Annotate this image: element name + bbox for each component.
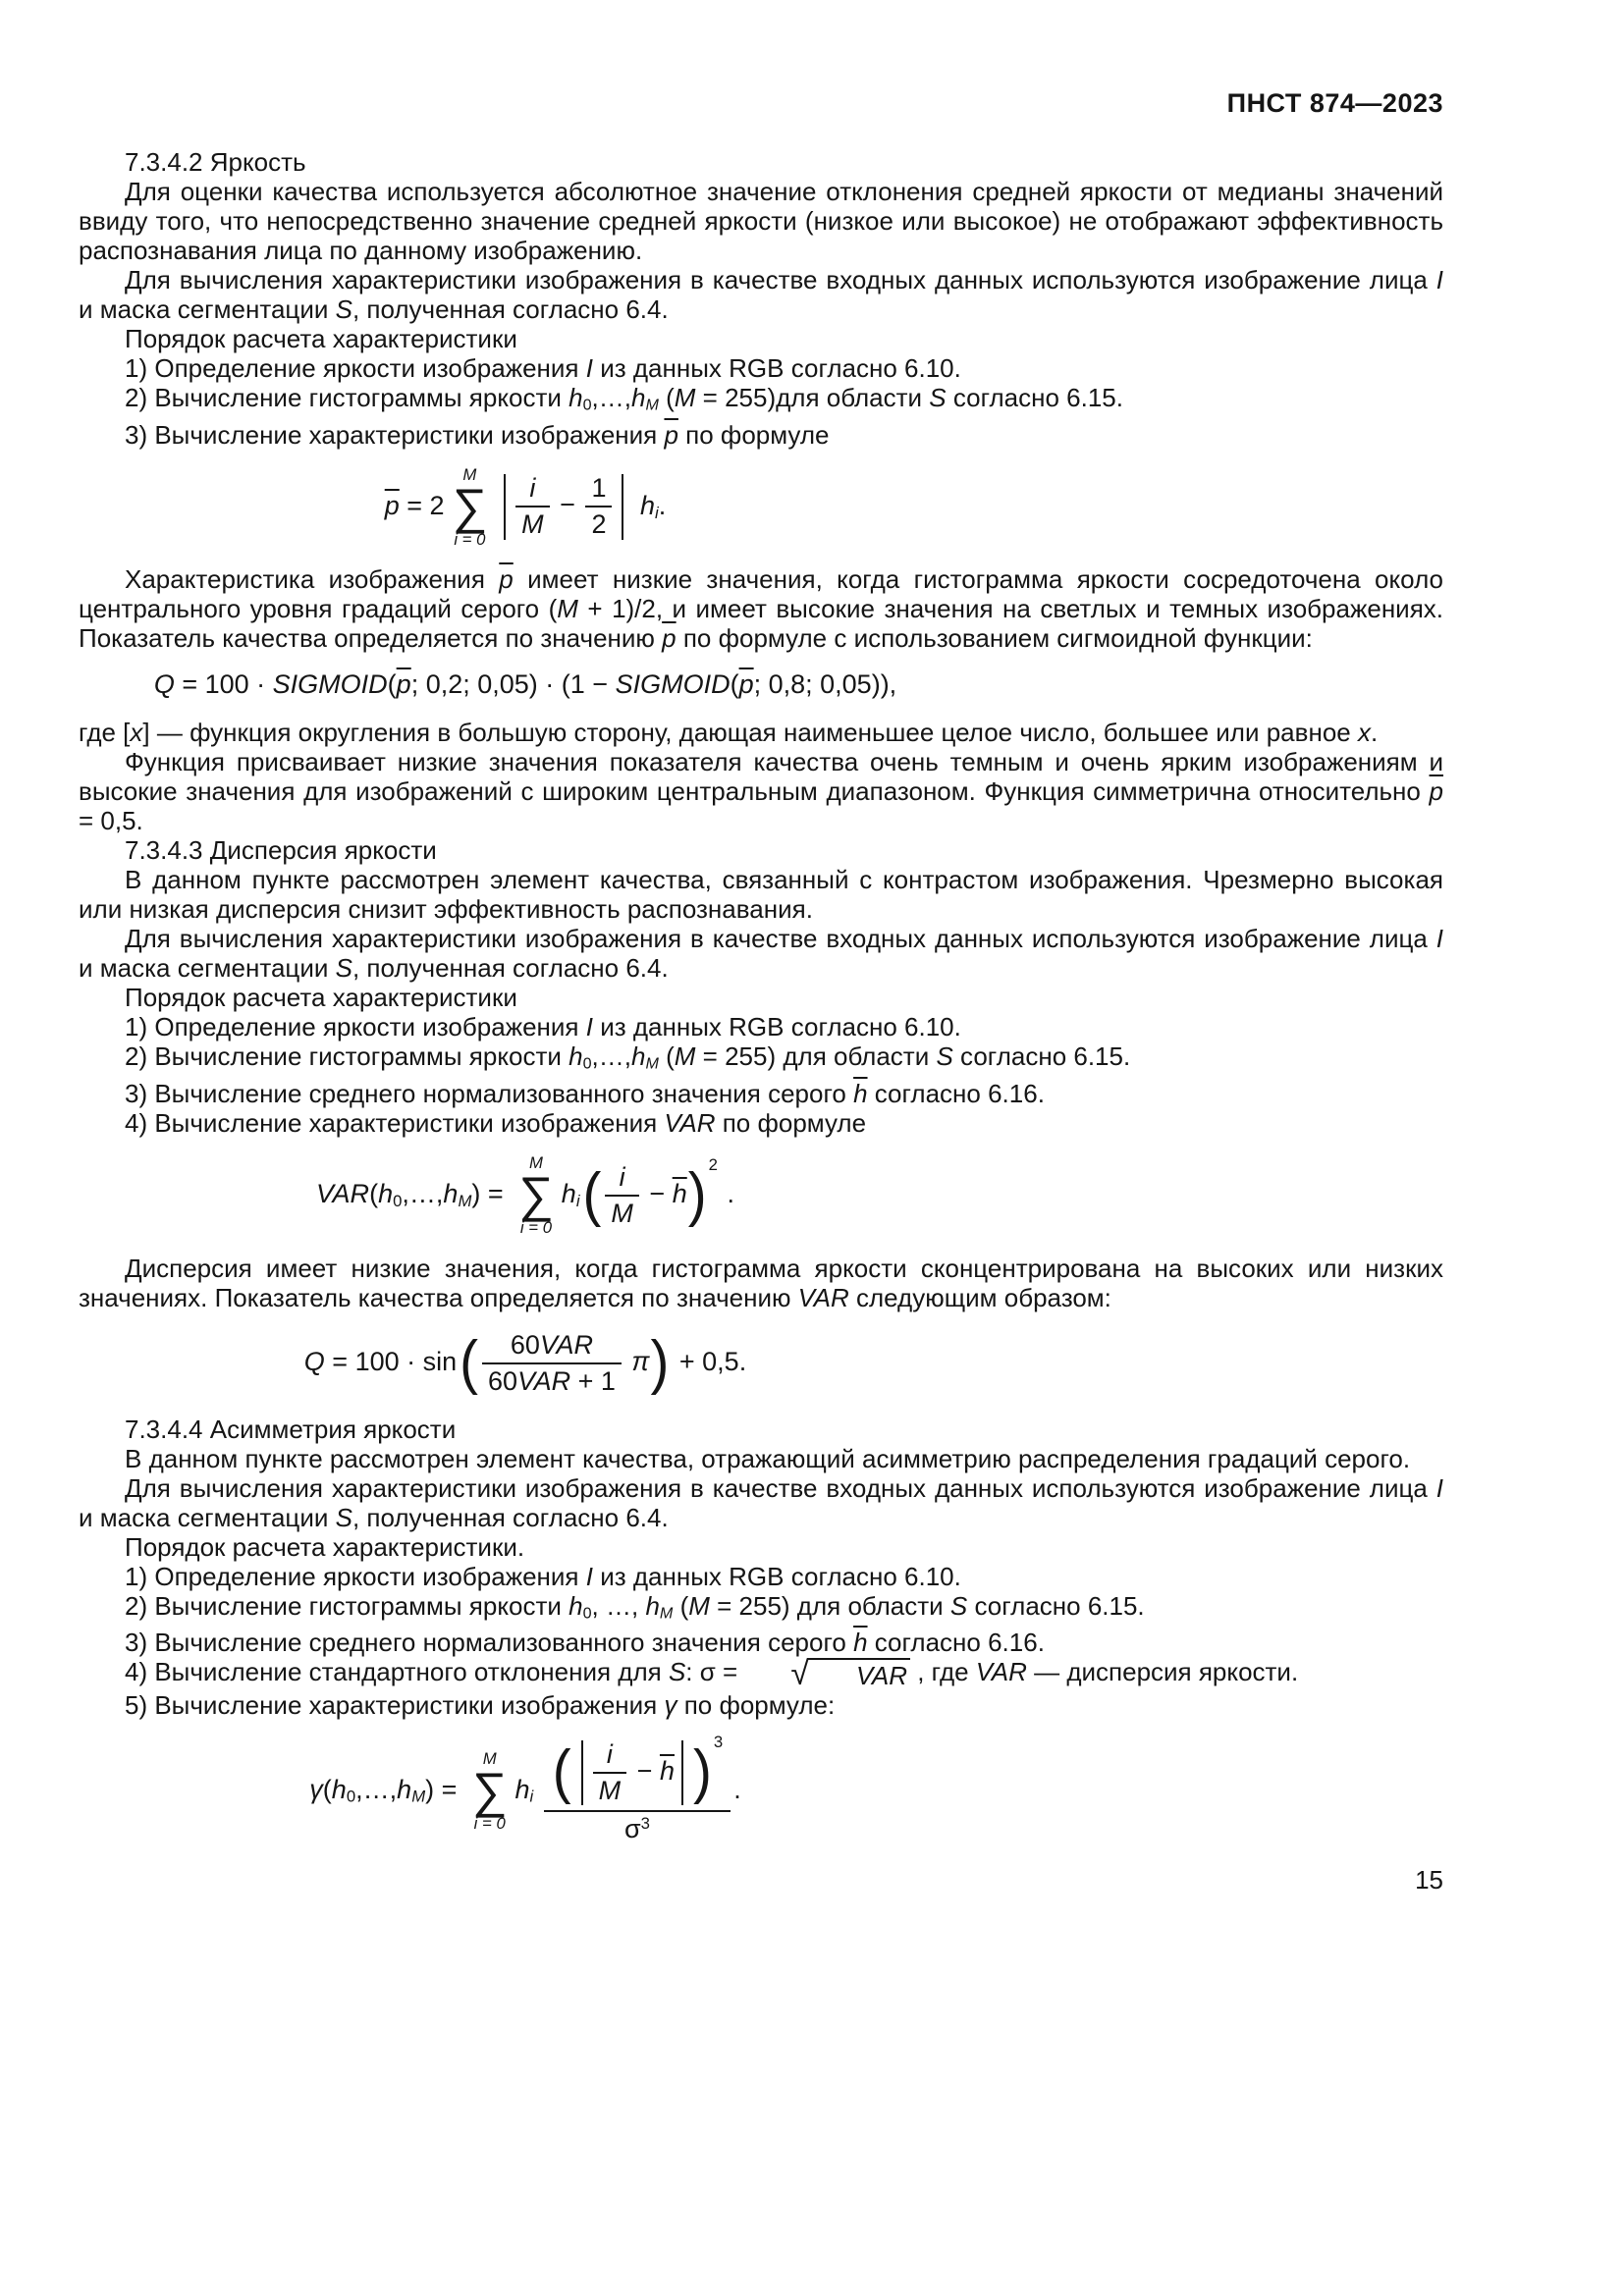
text-run: S — [929, 383, 947, 412]
paragraph — [79, 1628, 1443, 1657]
text-run: Дисперсия имеет низкие значения, когда гистограмма яркости сконцентрирована на высоких или низких значениях. Показатель качества определяется по значению — [79, 1253, 1443, 1312]
paren: ( — [552, 1738, 571, 1806]
text-run: — дисперсия яркости. — [1026, 1657, 1299, 1687]
denominator — [585, 506, 612, 542]
text-run: ( — [658, 383, 675, 412]
document-number: ПНСТ 874—2023 — [1226, 88, 1443, 118]
text-run: h — [331, 1774, 347, 1804]
text-run: i — [529, 1787, 534, 1806]
text-run: 0 — [346, 1787, 356, 1806]
text-run: 2) Вычисление гистограммы яркости — [125, 1041, 569, 1072]
sigma-icon: ∑ — [518, 1166, 554, 1222]
sum-upper-limit: M — [462, 464, 477, 484]
text-run: ,…, — [402, 1178, 444, 1208]
bracket-group — [497, 471, 630, 542]
vertical-bar — [622, 474, 623, 539]
text-run: . — [1370, 718, 1379, 748]
paragraph — [79, 265, 1443, 324]
text-run: и маска сегментации — [79, 953, 336, 984]
formula-content — [309, 1732, 741, 1846]
text-run: по формуле: — [677, 1689, 836, 1720]
text-run: h — [443, 1178, 459, 1208]
paragraph — [79, 1532, 1443, 1562]
text-run: 2) Вычисление гистограммы яркости — [125, 383, 569, 412]
text-run: , …, — [591, 1590, 646, 1621]
square-root — [744, 1655, 910, 1693]
text-run: ; 0,2; 0,05) · (1 − — [410, 669, 616, 700]
text-run: M — [645, 396, 659, 414]
text-run: 0 — [393, 1191, 403, 1210]
fraction — [515, 471, 550, 542]
text-run: по формуле с использованием сигмоидной функции: — [676, 623, 1313, 654]
text-run: π — [631, 1346, 650, 1376]
bracket-group — [582, 1154, 718, 1231]
paragraph — [79, 924, 1443, 983]
text-run: 1) Определение яркости изображения — [125, 1012, 586, 1042]
text-run: S — [949, 1590, 968, 1621]
text-run: i — [619, 1161, 625, 1192]
text-run: M — [598, 1775, 622, 1805]
text-run: M — [688, 1590, 710, 1621]
text-run: ( — [387, 669, 397, 700]
vertical-bar — [681, 1740, 683, 1805]
text-run: $\overline{p}$ — [738, 669, 754, 700]
sum-lower-limit: i = 0 — [454, 530, 486, 550]
text-run: − — [641, 1178, 673, 1208]
text-run: I — [585, 1561, 593, 1591]
text-run: 1) Определение яркости изображения — [125, 1561, 586, 1591]
text-run: SIGMOID — [615, 669, 731, 700]
text-run: Q — [303, 1346, 325, 1376]
text-run: согласно 6.15. — [967, 1590, 1145, 1621]
text-run: x — [130, 718, 143, 748]
text-run: = 100 · — [174, 669, 273, 700]
text-run: S — [936, 1041, 953, 1072]
formula-block — [79, 1732, 972, 1846]
paren: ) — [687, 1161, 707, 1229]
bracket-group — [552, 1732, 724, 1808]
text-run: i — [606, 1738, 613, 1769]
text-run: − — [629, 1756, 660, 1787]
text-run: ) = — [471, 1178, 512, 1208]
text-run: , полученная согласно 6.4. — [352, 953, 669, 984]
text-run: $\overline{p}$ — [1429, 776, 1443, 807]
text-run: S — [335, 1502, 352, 1532]
text-run: 4) Вычисление стандартного отклонения для — [125, 1657, 669, 1687]
text-run: M — [674, 383, 696, 412]
fraction — [544, 1732, 731, 1846]
text-run: Для вычисления характеристики изображения в качестве входных данных используются изображение лица — [125, 1472, 1436, 1503]
text-run: согласно 6.15. — [952, 1041, 1131, 1072]
denominator — [593, 1772, 627, 1808]
text-run: и маска сегментации — [79, 1502, 336, 1532]
text-run: I — [1435, 265, 1443, 294]
fraction — [482, 1328, 622, 1399]
text-run: S — [335, 953, 352, 984]
text-run: M — [458, 1191, 472, 1210]
text-run: , полученная согласно 6.4. — [352, 1502, 669, 1532]
paragraph — [79, 564, 1443, 653]
text-run: $\overline{h}$ — [672, 1178, 687, 1208]
text-run: M — [659, 1604, 674, 1623]
text-run: M — [521, 509, 544, 540]
text-run: 4) Вычисление характеристики изображения — [125, 1107, 665, 1138]
text-run: I — [585, 1012, 593, 1042]
text-run: = 100 · sin — [324, 1346, 458, 1376]
text-run: h — [631, 383, 646, 412]
text-run: 3) Вычисление среднего нормализованного значения серого — [125, 1628, 854, 1658]
text-run: где [ — [79, 718, 131, 748]
text-run: 3 — [640, 1814, 650, 1833]
numerator — [505, 1328, 599, 1362]
paren: ( — [582, 1161, 602, 1229]
text-run: 0 — [582, 1054, 592, 1073]
text-run: 3) Вычисление среднего нормализованного значения серого — [125, 1078, 854, 1108]
group-content — [513, 471, 615, 542]
page-number: 15 — [1415, 1865, 1443, 1895]
fraction — [593, 1737, 627, 1808]
section-heading — [79, 147, 1443, 177]
text-run: I — [1435, 1472, 1443, 1503]
exponent: 2 — [708, 1154, 718, 1174]
text-run: . — [719, 1178, 734, 1208]
text-run: h — [640, 490, 656, 520]
text-run: $\overline{h}$ — [853, 1628, 868, 1658]
document-body — [79, 147, 1443, 1862]
bracket-group — [574, 1737, 690, 1808]
text-run: 5) Вычисление характеристики изображения — [125, 1689, 665, 1720]
text-run: и маска сегментации — [79, 294, 336, 324]
numerator — [614, 1160, 631, 1195]
text-run: VAR — [797, 1282, 849, 1312]
paragraph — [79, 177, 1443, 265]
formula-block — [79, 465, 972, 550]
text-run: + 1 — [570, 1365, 616, 1396]
vertical-bar — [504, 474, 506, 539]
formula-content — [154, 668, 896, 702]
text-run: 3) Вычисление характеристики изображения — [125, 419, 665, 450]
text-run: ( — [673, 1590, 689, 1621]
text-run: Q — [153, 669, 175, 700]
text-run: Порядок расчета характеристики — [125, 324, 517, 353]
text-run: 7.3.4.4 Асимметрия яркости — [125, 1414, 457, 1444]
denominator — [544, 1810, 731, 1846]
group-content — [479, 1328, 649, 1399]
text-run: В данном пункте рассмотрен элемент качества, отражающий асимметрию распределения градаций серого. — [125, 1443, 1411, 1473]
paragraph — [79, 1012, 1443, 1041]
paragraph — [79, 1562, 1443, 1591]
text-run: Функция присваивает низкие значения показателя качества очень темным и очень ярким изображениям и высокие значения для изображений с широким центральным диапазоном. Функция симметрична относительно — [79, 747, 1443, 807]
paragraph — [79, 1655, 1443, 1693]
text-run: = 255)для области — [695, 383, 930, 412]
text-run: ,…, — [591, 383, 631, 412]
sum-lower-limit: i = 0 — [473, 1814, 506, 1834]
text-run: h — [397, 1774, 412, 1804]
text-run: ) = — [425, 1774, 464, 1804]
text-run: VAR — [316, 1178, 370, 1208]
denominator — [605, 1195, 639, 1231]
text-run: h — [568, 383, 583, 412]
text-run: 7.3.4.2 Яркость — [125, 147, 306, 177]
text-run: 1 — [591, 473, 607, 504]
text-run: h — [514, 1774, 530, 1804]
text-run: h — [645, 1590, 660, 1621]
text-run: $\overline{p}$ — [396, 669, 411, 700]
paragraph — [79, 1473, 1443, 1532]
text-run: γ — [664, 1689, 677, 1720]
paragraph — [79, 1444, 1443, 1473]
paragraph — [79, 865, 1443, 924]
text-run: = 2 — [399, 490, 445, 520]
text-run: ; 0,8; 0,05)), — [753, 669, 897, 700]
paragraph — [79, 718, 1443, 747]
text-run: 2) Вычисление гистограммы яркости — [125, 1590, 569, 1621]
text-run: Для вычисления характеристики изображения в качестве входных данных используются изображение лица — [125, 265, 1436, 294]
text-run: M — [645, 1054, 659, 1073]
text-run: = 0,5. — [79, 806, 143, 836]
text-run: ( — [369, 1178, 379, 1208]
paragraph — [79, 353, 1443, 383]
radicand — [807, 1658, 910, 1690]
text-run: , где — [910, 1657, 976, 1687]
formula-content — [316, 1153, 734, 1238]
sum-upper-limit: M — [482, 1748, 497, 1768]
paragraph — [79, 1690, 1443, 1720]
text-run: SIGMOID — [272, 669, 388, 700]
text-run: из данных RGB согласно 6.10. — [592, 353, 961, 383]
paragraph — [79, 983, 1443, 1012]
text-run: Для оценки качества используется абсолютное значение отклонения средней яркости от медианы значений ввиду того, что непосредственно значение средней яркости (низкое или высокое) не отображают эффективность распознавания лица по данному изображению. — [79, 177, 1443, 265]
text-run: γ — [309, 1774, 323, 1804]
group-content — [602, 1160, 686, 1231]
text-run: : σ = — [685, 1657, 745, 1687]
sigma-icon: ∑ — [452, 478, 488, 534]
exponent: 3 — [713, 1732, 724, 1751]
text-run — [632, 491, 640, 520]
paragraph — [79, 747, 1443, 835]
numerator — [523, 471, 541, 506]
text-run: имеет низкие значения, когда гистограмма яркости сосредоточена около центрального уровня градаций серого ( — [79, 564, 1443, 624]
text-run: $\overline{p}$ — [499, 564, 514, 595]
text-run: + 1)/2, и имеет высокие значения на светлых и темных изображениях. Показатель качества определяется по значению — [79, 594, 1444, 654]
text-run: S — [335, 294, 352, 324]
text-run: ,…, — [591, 1041, 631, 1072]
fraction — [605, 1160, 639, 1231]
text-run: I — [585, 353, 593, 383]
paragraph — [79, 420, 1443, 450]
text-run: $\overline{p}$ — [664, 419, 678, 450]
sum-lower-limit: i = 0 — [519, 1218, 553, 1238]
text-run: VAR — [855, 1660, 908, 1690]
sigma-icon: ∑ — [471, 1762, 508, 1818]
text-run: h — [378, 1178, 394, 1208]
text-run: σ — [623, 1814, 641, 1844]
group-content — [590, 1737, 675, 1808]
text-run: VAR — [975, 1657, 1027, 1687]
section-heading — [79, 1415, 1443, 1444]
text-run: следующим образом: — [848, 1282, 1111, 1312]
bracket-group — [459, 1328, 670, 1399]
text-run: = 255) для области — [695, 1041, 937, 1072]
text-run: 7.3.4.3 Дисперсия яркости — [125, 835, 437, 866]
numerator — [601, 1737, 619, 1772]
text-run: $\overline{p}$ — [384, 490, 400, 520]
text-run: + 0,5. — [672, 1346, 747, 1376]
text-run: согласно 6.15. — [946, 383, 1123, 412]
text-run: $\overline{p}$ — [662, 623, 677, 654]
denominator — [515, 506, 550, 542]
text-run: x — [1357, 718, 1371, 748]
fraction — [585, 471, 612, 542]
text-run — [533, 1775, 541, 1804]
text-run: по формуле — [715, 1107, 867, 1138]
text-run: ,…, — [355, 1774, 398, 1804]
paragraph — [79, 1108, 1443, 1138]
text-run: . — [733, 1774, 741, 1804]
text-run: 0 — [582, 1604, 592, 1623]
text-run: согласно 6.16. — [867, 1078, 1045, 1108]
section-heading — [79, 835, 1443, 865]
formula-content — [304, 1328, 746, 1399]
text-run: i — [655, 503, 659, 522]
summation — [453, 465, 488, 550]
formula-block — [79, 1153, 972, 1238]
text-run: M — [411, 1787, 426, 1806]
paren: ) — [650, 1329, 670, 1397]
text-run: M — [611, 1198, 633, 1228]
text-run: I — [1435, 924, 1443, 954]
text-run: = 255) для области — [709, 1590, 950, 1621]
text-run: h — [631, 1041, 646, 1072]
paragraph — [79, 1254, 1443, 1312]
radical-icon: √ — [790, 1655, 809, 1693]
text-run: 0 — [582, 396, 592, 414]
text-run: по формуле — [677, 419, 830, 450]
denominator — [482, 1362, 622, 1399]
summation — [518, 1153, 554, 1238]
formula-content — [385, 465, 667, 550]
paragraph — [79, 1041, 1443, 1079]
text-run: 60 — [488, 1365, 518, 1396]
text-run: Порядок расчета характеристики. — [125, 1531, 525, 1562]
text-run: Характеристика изображения — [125, 564, 500, 595]
text-run: h — [561, 1178, 576, 1208]
numerator — [544, 1732, 731, 1810]
text-run: . — [658, 490, 667, 520]
text-run: i — [575, 1191, 580, 1210]
text-run: − — [552, 490, 583, 520]
text-run: 2 — [591, 509, 607, 540]
paragraph — [79, 1591, 1443, 1629]
text-run: Порядок расчета характеристики — [125, 983, 517, 1013]
formula-block — [79, 668, 972, 702]
text-run: h — [568, 1041, 583, 1072]
formula-block — [79, 1328, 972, 1399]
group-content — [572, 1737, 692, 1808]
text-run: i — [529, 473, 536, 504]
text-run: M — [674, 1041, 696, 1072]
summation — [472, 1749, 508, 1834]
text-run: 60 — [510, 1329, 540, 1360]
text-run: , полученная согласно 6.4. — [352, 294, 669, 324]
text-run: $\overline{h}$ — [659, 1756, 675, 1787]
text-run: S — [668, 1657, 686, 1687]
paragraph — [79, 324, 1443, 353]
text-run: 1) Определение яркости изображения — [125, 353, 586, 383]
text-run: VAR — [664, 1107, 716, 1138]
text-run: согласно 6.16. — [867, 1628, 1045, 1658]
text-run: $\overline{h}$ — [853, 1078, 868, 1108]
text-run: В данном пункте рассмотрен элемент качества, связанный с контрастом изображения. Чрезмерно высокая или низкая дисперсия снизит эффективность распознавания. — [79, 865, 1443, 925]
text-run: из данных RGB согласно 6.10. — [592, 1012, 961, 1042]
paragraph — [79, 383, 1443, 420]
text-run: VAR — [517, 1365, 571, 1396]
text-run: ( — [730, 669, 739, 700]
text-run: VAR — [539, 1329, 593, 1360]
numerator — [585, 471, 612, 506]
text-run: ( — [658, 1041, 675, 1072]
paren: ) — [692, 1738, 712, 1806]
paragraph — [79, 1079, 1443, 1108]
text-run: M — [557, 594, 578, 624]
text-run: из данных RGB согласно 6.10. — [592, 1561, 961, 1591]
text-run: Для вычисления характеристики изображения в качестве входных данных используются изображение лица — [125, 924, 1436, 954]
vertical-bar — [581, 1740, 583, 1805]
paren: ( — [460, 1329, 479, 1397]
text-run: ( — [322, 1774, 332, 1804]
sum-upper-limit: M — [529, 1152, 543, 1172]
text-run: ] — функция округления в большую сторону, дающая наименьшее целое число, большее или равное — [142, 718, 1358, 748]
text-run: h — [568, 1590, 583, 1621]
